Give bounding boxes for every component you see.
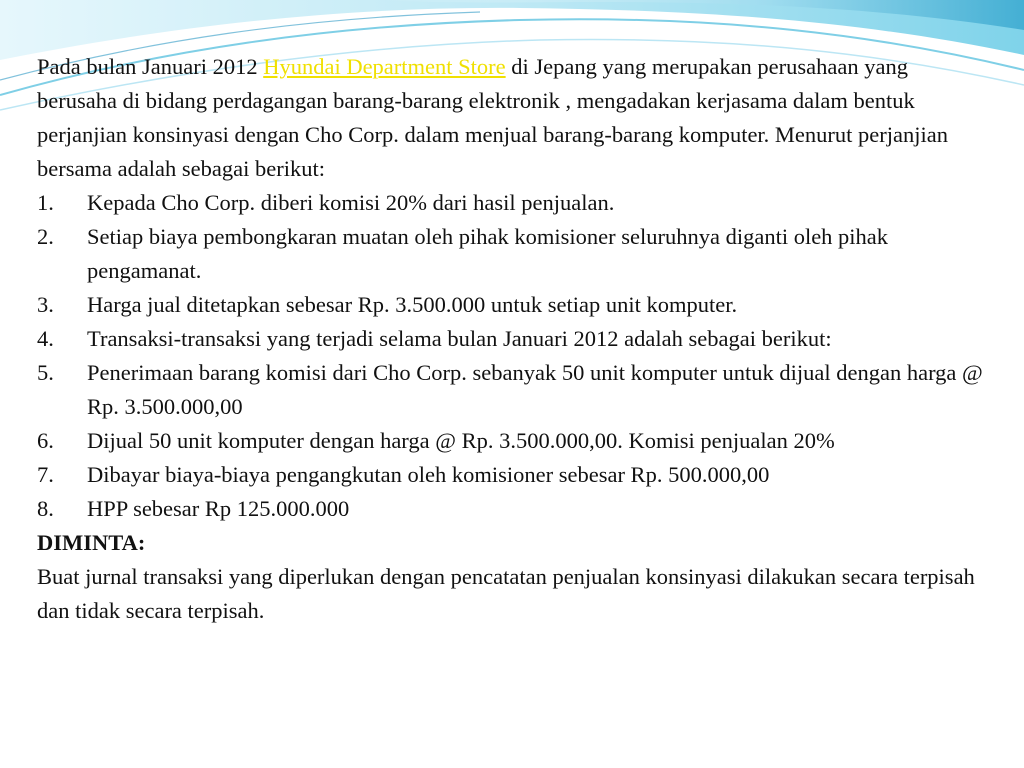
diminta-heading: DIMINTA: (37, 530, 146, 555)
list-item-number: 5. (37, 360, 54, 385)
list-item (37, 458, 987, 492)
slide-body (37, 50, 987, 628)
list-item-text: Transaksi-transaksi yang terjadi selama bulan Januari 2012 adalah sebagai berikut: (87, 326, 832, 351)
list-item (37, 356, 987, 424)
intro-text-after-link: di Jepang yang merupakan perusahaan yang berusaha di bidang perdagangan barang-barang elektronik , mengadakan kerjasama dalam bentuk perjanjian konsinyasi dengan Cho Corp. dalam menjual barang-barang komputer. Menurut perjanjian bersama adalah sebagai berikut: (37, 54, 948, 181)
list-item-number: 4. (37, 326, 54, 351)
list-item (37, 424, 987, 458)
list-item (37, 322, 987, 356)
list-item-number: 6. (37, 428, 54, 453)
list-item (37, 220, 987, 288)
diminta-text: Buat jurnal transaksi yang diperlukan dengan pencatatan penjualan konsinyasi dilakukan secara terpisah dan tidak secara terpisah. (37, 564, 975, 623)
intro-text-before-link: Pada bulan Januari 2012 (37, 54, 264, 79)
list-item-text: HPP sebesar Rp 125.000.000 (87, 496, 350, 521)
list-item-text: Kepada Cho Corp. diberi komisi 20% dari hasil penjualan. (87, 190, 615, 215)
hyundai-department-store-link[interactable]: Hyundai Department Store (263, 54, 506, 79)
list-item-number: 7. (37, 462, 54, 487)
intro-paragraph (37, 50, 987, 186)
list-item-text: Dijual 50 unit komputer dengan harga @ Rp. 3.500.000,00. Komisi penjualan 20% (87, 428, 835, 453)
list-item-number: 2. (37, 224, 54, 249)
list-item-text: Dibayar biaya-biaya pengangkutan oleh komisioner sebesar Rp. 500.000,00 (87, 462, 770, 487)
list-item-text: Setiap biaya pembongkaran muatan oleh pihak komisioner seluruhnya diganti oleh pihak pengamanat. (87, 224, 889, 283)
list-item (37, 186, 987, 220)
list-item-text: Penerimaan barang komisi dari Cho Corp. sebanyak 50 unit komputer untuk dijual dengan harga @ Rp. 3.500.000,00 (87, 360, 983, 419)
list-item-number: 8. (37, 496, 54, 521)
list-item-number: 1. (37, 190, 54, 215)
list-item (37, 492, 987, 526)
list-item (37, 288, 987, 322)
list-item-number: 3. (37, 292, 54, 317)
list-item-text: Harga jual ditetapkan sebesar Rp. 3.500.000 untuk setiap unit komputer. (87, 292, 738, 317)
agreement-list (37, 186, 987, 526)
